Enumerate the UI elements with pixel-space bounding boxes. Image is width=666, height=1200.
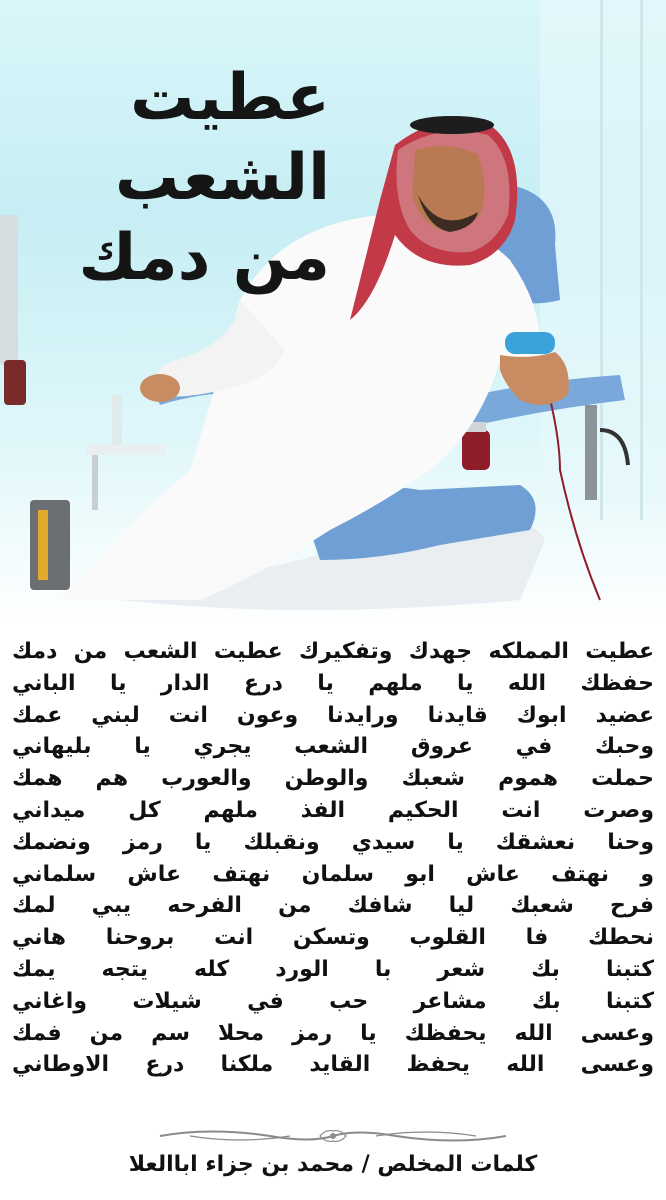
poem-verse: وحنا نعشقك يا سيدي ونقبلك يا رمز ونضمك xyxy=(12,829,654,855)
poem-verse: حفظك الله يا ملهم يا درع الدار يا الباني xyxy=(12,670,654,696)
headline-line-1: عطيت xyxy=(130,61,330,135)
poem-verse: نحطك فا القلوب وتسكن انت بروحنا هاني xyxy=(12,925,654,951)
poem-verse: حملت هموم شعبك والوطن والعورب هم همك xyxy=(12,766,654,792)
poem-verse: كتبنا بك شعر با الورد كله يتجه يمك xyxy=(12,956,654,982)
poem-verse: وعسى الله يحفظ القايد ملكنا درع الاوطاني xyxy=(12,1052,654,1078)
poem-verse: فرح شعبك ليا شافك من الفرحه يبي لمك xyxy=(12,893,654,919)
headline-line-2: الشعب xyxy=(115,141,330,215)
poem-verse: وحبك في عروق الشعب يجري يا بليهاني xyxy=(12,734,654,760)
poem xyxy=(12,636,654,1081)
poem-verse: وعسى الله يحفظك يا رمز محلا سم من فمك xyxy=(12,1020,654,1046)
poem-verse: عطيت المملكه جهدك وتفكيرك عطيت الشعب من دمك xyxy=(12,639,654,664)
poem-verse: عضيد ابوك قايدنا ورايدنا وعون انت لبني عمك xyxy=(12,702,654,728)
poem-verse: وصرت انت الحكيم الفذ ملهم كل ميداني xyxy=(12,797,654,823)
headline xyxy=(30,58,330,298)
headline-line-3: من دمك xyxy=(78,221,330,295)
ornament-divider-icon xyxy=(150,1125,516,1147)
poem-verse: كتبنا بك مشاعر حب في شيلات واغاني xyxy=(12,988,654,1014)
credit-line: كلمات المخلص / محمد بن جزاء اباالعلا xyxy=(128,1152,538,1177)
poem-verse: و نهتف عاش ابو سلمان نهتف عاش سلماني xyxy=(12,861,654,887)
